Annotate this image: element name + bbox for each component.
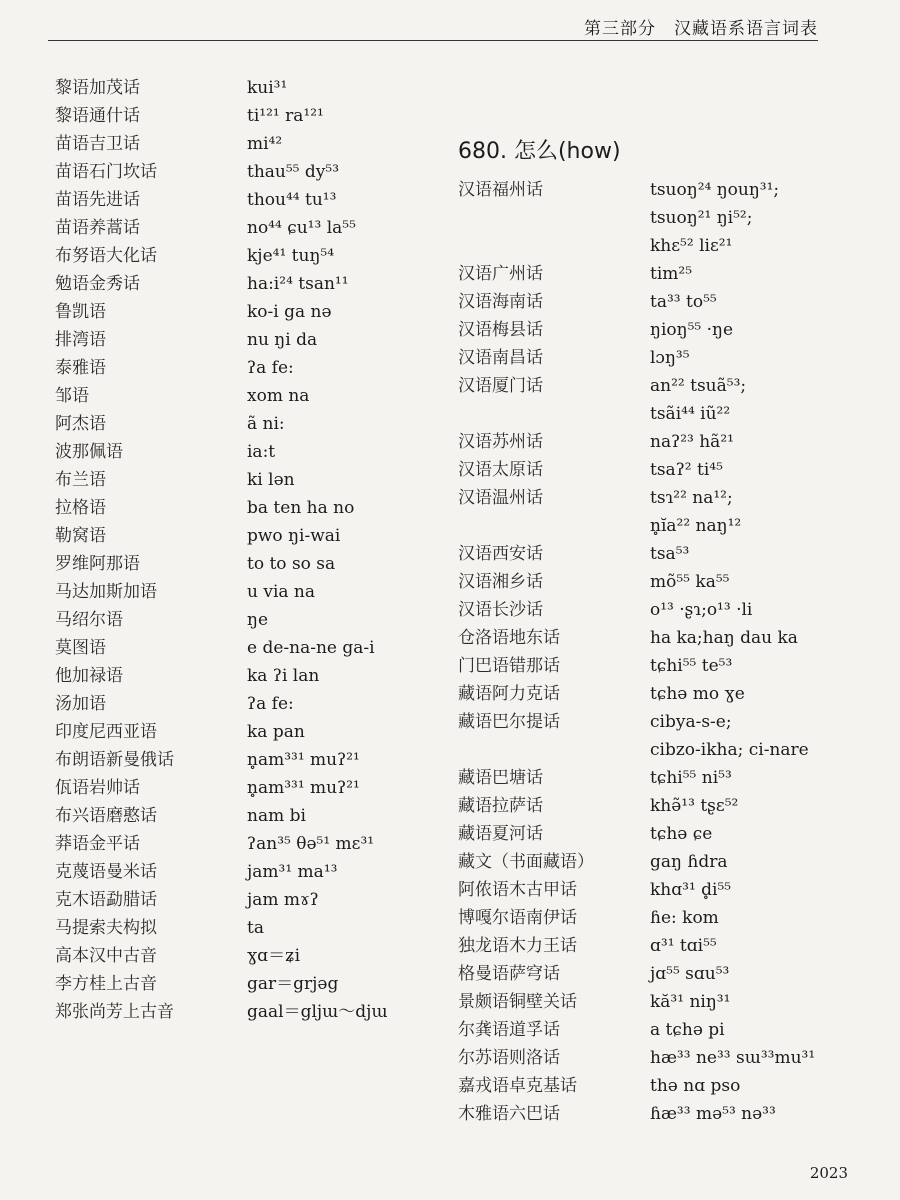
language-name: 汉语湘乡话 <box>458 572 543 592</box>
page-header <box>0 0 900 45</box>
language-name: 门巴语错那话 <box>458 656 560 676</box>
entry-row <box>55 998 388 1026</box>
word-forms <box>247 606 268 634</box>
language-name: 藏语拉萨话 <box>458 796 543 816</box>
entry-row <box>55 634 388 662</box>
word-form: kui³¹ <box>247 78 288 98</box>
language-name: 汉语梅县话 <box>458 320 543 340</box>
word-forms <box>247 326 317 354</box>
entry-row <box>55 410 388 438</box>
entry-row <box>55 466 388 494</box>
entry-row <box>458 1016 815 1044</box>
entry-row <box>55 942 388 970</box>
language-name: 莽语金平话 <box>55 834 140 854</box>
language-name: 马提索夫构拟 <box>55 918 157 938</box>
word-forms <box>650 540 689 568</box>
language-name: 佤语岩帅话 <box>55 778 140 798</box>
entry-row <box>55 102 388 130</box>
language-name: 汉语太原话 <box>458 460 543 480</box>
language-name: 苗语石门坎话 <box>55 162 157 182</box>
word-form: a tɕhə pi <box>650 1020 725 1040</box>
word-forms <box>247 270 349 298</box>
section-heading: 680. 怎么(how) <box>458 139 621 164</box>
word-forms <box>247 942 300 970</box>
word-forms <box>247 466 295 494</box>
word-form: khɛ⁵² liɛ²¹ <box>650 236 733 256</box>
page-number: 2023 <box>809 1164 848 1182</box>
word-forms <box>247 634 375 662</box>
entry-row <box>55 690 388 718</box>
word-form: gaŋ ɦdra <box>650 852 728 872</box>
language-name: 布兰语 <box>55 470 106 490</box>
language-name: 景颇语铜壁关话 <box>458 992 577 1012</box>
entry-row <box>55 158 388 186</box>
entry-row <box>55 802 388 830</box>
entry-row <box>458 568 815 596</box>
language-name: 罗维阿那语 <box>55 554 140 574</box>
word-form: tsɿ²² na¹²; <box>650 488 733 508</box>
word-form: mi⁴² <box>247 134 283 154</box>
language-name: 汉语南昌话 <box>458 348 543 368</box>
entry-row <box>55 522 388 550</box>
word-form: ia:t <box>247 442 276 462</box>
entry-row <box>55 326 388 354</box>
language-name: 莫图语 <box>55 638 106 658</box>
word-form: xom na <box>247 386 310 406</box>
word-form: hæ³³ ne³³ sɯ³³mu³¹ <box>650 1048 816 1068</box>
word-form: jam mɤʔ <box>247 890 319 910</box>
entry-row <box>458 540 815 568</box>
word-form: tsa⁵³ <box>650 544 690 564</box>
language-name: 独龙语木力王话 <box>458 936 577 956</box>
word-form: lɔŋ³⁵ <box>650 348 690 368</box>
word-forms <box>650 624 798 652</box>
word-forms <box>650 876 731 904</box>
entry-row <box>458 484 815 540</box>
word-forms <box>247 550 335 578</box>
language-name: 排湾语 <box>55 330 106 350</box>
word-forms <box>247 382 309 410</box>
language-name: 汉语温州话 <box>458 488 543 508</box>
entry-row <box>55 382 388 410</box>
language-name: 马绍尔语 <box>55 610 123 630</box>
word-form: nam bi <box>247 806 306 826</box>
entry-row <box>55 186 388 214</box>
language-name: 尔龚语道孚话 <box>458 1020 560 1040</box>
word-form: jɑ⁵⁵ sɑu⁵³ <box>650 964 730 984</box>
language-name: 马达加斯加语 <box>55 582 157 602</box>
word-form: cibya-s-e; <box>650 712 732 732</box>
word-forms <box>650 344 690 372</box>
word-form: e de-na-ne ga-i <box>247 638 375 658</box>
language-name: 藏语阿力克话 <box>458 684 560 704</box>
word-form: ha ka;haŋ dau ka <box>650 628 798 648</box>
entry-row <box>55 718 388 746</box>
entry-row <box>55 606 388 634</box>
word-forms <box>247 662 319 690</box>
entry-row <box>55 214 388 242</box>
entry-row <box>458 764 815 792</box>
word-forms <box>650 568 729 596</box>
entry-row <box>55 298 388 326</box>
language-name: 汉语厦门话 <box>458 376 543 396</box>
word-forms <box>247 186 336 214</box>
word-forms <box>650 288 717 316</box>
word-forms <box>247 746 360 774</box>
word-form: tsaʔ² ti⁴⁵ <box>650 460 723 480</box>
language-name: 印度尼西亚语 <box>55 722 157 742</box>
word-form: khə̃¹³ tʂɛ⁵² <box>650 796 739 816</box>
word-form: an²² tsuã⁵³; <box>650 376 747 396</box>
word-forms <box>247 998 388 1026</box>
word-form: gar＝grjəg <box>247 974 339 994</box>
word-forms <box>247 158 339 186</box>
word-forms <box>247 802 306 830</box>
language-name: 李方桂上古音 <box>55 974 157 994</box>
word-forms <box>247 494 354 522</box>
entry-row <box>458 932 815 960</box>
word-forms <box>650 316 733 344</box>
language-name: 木雅语六巴话 <box>458 1104 560 1124</box>
language-name: 布努语大化话 <box>55 246 157 266</box>
language-name: 勉语金秀话 <box>55 274 140 294</box>
entry-row <box>55 270 388 298</box>
entry-row <box>458 988 815 1016</box>
entry-row <box>458 596 815 624</box>
language-name: 藏文（书面藏语） <box>458 852 594 872</box>
word-form: ba ten ha no <box>247 498 355 518</box>
word-forms <box>650 904 719 932</box>
word-form: ʔa fe: <box>247 694 294 714</box>
entry-row <box>55 858 388 886</box>
word-forms <box>247 74 287 102</box>
entry-row <box>55 130 388 158</box>
word-form: tsuoŋ²¹ ŋi⁵²; <box>650 208 753 228</box>
language-name: 汉语苏州话 <box>458 432 543 452</box>
word-form: tɕhi⁵⁵ te⁵³ <box>650 656 733 676</box>
word-form: ta <box>247 918 264 938</box>
entry-row <box>55 886 388 914</box>
word-forms <box>650 428 734 456</box>
word-forms <box>247 886 319 914</box>
word-forms <box>247 438 275 466</box>
word-form: thə nɑ pso <box>650 1076 741 1096</box>
word-forms <box>247 830 374 858</box>
entry-row <box>458 820 815 848</box>
language-name: 阿杰语 <box>55 414 106 434</box>
word-forms <box>247 298 332 326</box>
language-name: 波那佩语 <box>55 442 123 462</box>
entry-row <box>458 960 815 988</box>
entry-row <box>458 792 815 820</box>
entry-row <box>55 662 388 690</box>
language-name: 邹语 <box>55 386 89 406</box>
language-name: 他加禄语 <box>55 666 123 686</box>
word-form: pwo ŋi-wai <box>247 526 341 546</box>
word-form: n̥ĭa²² naŋ¹² <box>650 516 742 536</box>
entry-row <box>458 848 815 876</box>
word-forms <box>650 1100 776 1128</box>
word-forms <box>650 372 746 428</box>
word-form: to to so sa <box>247 554 336 574</box>
language-name: 汉语广州话 <box>458 264 543 284</box>
word-forms <box>650 820 712 848</box>
word-form: naʔ²³ hã²¹ <box>650 432 734 452</box>
word-form: tɕhə mo ɣe <box>650 684 745 704</box>
word-forms <box>247 522 340 550</box>
entry-row <box>458 1072 815 1100</box>
language-name: 仓洛语地东话 <box>458 628 560 648</box>
entry-row <box>458 260 815 288</box>
word-form: o¹³ ·ʂɿ;o¹³ ·li <box>650 600 753 620</box>
entry-row <box>55 830 388 858</box>
language-name: 勒窝语 <box>55 526 106 546</box>
entry-row <box>55 242 388 270</box>
language-name: 格曼语萨穹话 <box>458 964 560 984</box>
entry-row <box>55 74 388 102</box>
language-name: 汉语福州话 <box>458 180 543 200</box>
entry-row <box>55 578 388 606</box>
language-name: 郑张尚芳上古音 <box>55 1002 174 1022</box>
word-forms <box>650 792 738 820</box>
right-column <box>458 176 815 1128</box>
word-forms <box>650 988 730 1016</box>
word-form: ko-i ga nə <box>247 302 332 322</box>
word-forms <box>247 242 334 270</box>
language-name: 藏语夏河话 <box>458 824 543 844</box>
word-forms <box>650 260 692 288</box>
word-form: thou⁴⁴ tu¹³ <box>247 190 337 210</box>
word-forms <box>247 410 285 438</box>
entry-row <box>55 914 388 942</box>
word-form: ŋioŋ⁵⁵ ·ŋe <box>650 320 734 340</box>
word-form: n̥am³³¹ muʔ²¹ <box>247 750 360 770</box>
entry-row <box>458 372 815 428</box>
entry-row <box>458 652 815 680</box>
word-forms <box>650 932 717 960</box>
word-forms <box>247 578 315 606</box>
language-name: 克木语勐腊话 <box>55 890 157 910</box>
entry-row <box>458 904 815 932</box>
language-name: 布朗语新曼俄话 <box>55 750 174 770</box>
language-name: 布兴语磨憨话 <box>55 806 157 826</box>
entry-row <box>458 876 815 904</box>
word-forms <box>650 960 729 988</box>
language-name: 汉语长沙话 <box>458 600 543 620</box>
entry-row <box>458 624 815 652</box>
language-name: 藏语巴塘话 <box>458 768 543 788</box>
word-forms <box>247 130 282 158</box>
entry-row <box>458 456 815 484</box>
entry-row <box>458 176 815 260</box>
word-forms <box>650 652 732 680</box>
entry-row <box>458 1044 815 1072</box>
word-forms <box>650 1072 740 1100</box>
word-forms <box>650 176 779 260</box>
language-name: 克蔑语曼米话 <box>55 862 157 882</box>
word-form: ha:i²⁴ tsan¹¹ <box>247 274 349 294</box>
word-forms <box>650 484 741 540</box>
word-form: khɑ³¹ d̥i⁵⁵ <box>650 880 732 900</box>
word-form: tɕhə ɕe <box>650 824 713 844</box>
entry-row <box>458 288 815 316</box>
word-form: jam³¹ ma¹³ <box>247 862 338 882</box>
language-name: 汤加语 <box>55 694 106 714</box>
word-form: ʔan³⁵ θə⁵¹ mɛ³¹ <box>247 834 375 854</box>
language-name: 黎语通什话 <box>55 106 140 126</box>
word-forms <box>650 1044 815 1072</box>
left-column <box>55 74 388 1026</box>
language-name: 苗语先进话 <box>55 190 140 210</box>
word-form: gaal＝gljɯ～djɯ <box>247 1002 388 1022</box>
word-form: ki lən <box>247 470 295 490</box>
word-form: ʔa fe: <box>247 358 294 378</box>
word-form: ta³³ to⁵⁵ <box>650 292 717 312</box>
entry-row <box>55 438 388 466</box>
entry-row <box>458 316 815 344</box>
word-forms <box>247 970 338 998</box>
entry-row <box>55 970 388 998</box>
language-name: 苗语吉卫话 <box>55 134 140 154</box>
word-forms <box>247 774 360 802</box>
language-name: 苗语养蒿话 <box>55 218 140 238</box>
word-form: tsãi⁴⁴ iũ²² <box>650 404 731 424</box>
word-form: kă³¹ niŋ³¹ <box>650 992 731 1012</box>
language-name: 藏语巴尔提话 <box>458 712 560 732</box>
word-form: cibzo-ikha; ci-nare <box>650 740 809 760</box>
entry-row <box>458 344 815 372</box>
word-forms <box>247 858 337 886</box>
word-forms <box>650 596 752 624</box>
word-form: kje⁴¹ tuŋ⁵⁴ <box>247 246 335 266</box>
word-form: ka ʔi lan <box>247 666 320 686</box>
word-form: u via na <box>247 582 316 602</box>
word-forms <box>247 718 305 746</box>
word-forms <box>247 214 356 242</box>
language-name: 尔苏语则洛话 <box>458 1048 560 1068</box>
word-form: ɦæ³³ mə⁵³ nə³³ <box>650 1104 776 1124</box>
language-name: 黎语加茂话 <box>55 78 140 98</box>
word-form: ã ni: <box>247 414 285 434</box>
word-form: thau⁵⁵ dy⁵³ <box>247 162 340 182</box>
word-forms <box>650 456 723 484</box>
entry-row <box>55 550 388 578</box>
language-name: 汉语海南话 <box>458 292 543 312</box>
word-form: tim²⁵ <box>650 264 693 284</box>
entry-row <box>458 680 815 708</box>
word-forms <box>650 708 809 764</box>
entry-row <box>458 708 815 764</box>
word-form: ɦe: kom <box>650 908 719 928</box>
word-form: ɑ³¹ tɑi⁵⁵ <box>650 936 717 956</box>
language-name: 鲁凯语 <box>55 302 106 322</box>
entry-row <box>55 746 388 774</box>
language-name: 阿侬语木古甲话 <box>458 880 577 900</box>
header-rule <box>48 40 818 41</box>
word-form: ti¹²¹ ra¹²¹ <box>247 106 324 126</box>
word-forms <box>650 680 745 708</box>
entry-row <box>458 1100 815 1128</box>
word-form: nu ŋi da <box>247 330 318 350</box>
word-form: ka pan <box>247 722 305 742</box>
word-forms <box>247 914 264 942</box>
word-forms <box>650 1016 725 1044</box>
entry-row <box>55 494 388 522</box>
word-form: ɣɑ＝ʑi <box>247 946 301 966</box>
word-form: tɕhi⁵⁵ ni⁵³ <box>650 768 732 788</box>
word-form: ŋe <box>247 610 269 630</box>
word-forms <box>247 690 294 718</box>
word-form: tsuoŋ²⁴ ŋouŋ³¹; <box>650 180 780 200</box>
word-form: no⁴⁴ ɕu¹³ la⁵⁵ <box>247 218 356 238</box>
header-title: 第三部分 汉藏语系语言词表 <box>584 19 818 39</box>
entry-row <box>55 774 388 802</box>
language-name: 泰雅语 <box>55 358 106 378</box>
word-forms <box>247 102 324 130</box>
language-name: 博嘎尔语南伊话 <box>458 908 577 928</box>
language-name: 拉格语 <box>55 498 106 518</box>
word-forms <box>650 848 727 876</box>
word-form: mõ⁵⁵ ka⁵⁵ <box>650 572 730 592</box>
word-form: n̥am³³¹ muʔ²¹ <box>247 778 360 798</box>
language-name: 嘉戎语卓克基话 <box>458 1076 577 1096</box>
entry-row <box>458 428 815 456</box>
entry-row <box>55 354 388 382</box>
word-forms <box>650 764 732 792</box>
word-forms <box>247 354 294 382</box>
language-name: 汉语西安话 <box>458 544 543 564</box>
language-name: 高本汉中古音 <box>55 946 157 966</box>
